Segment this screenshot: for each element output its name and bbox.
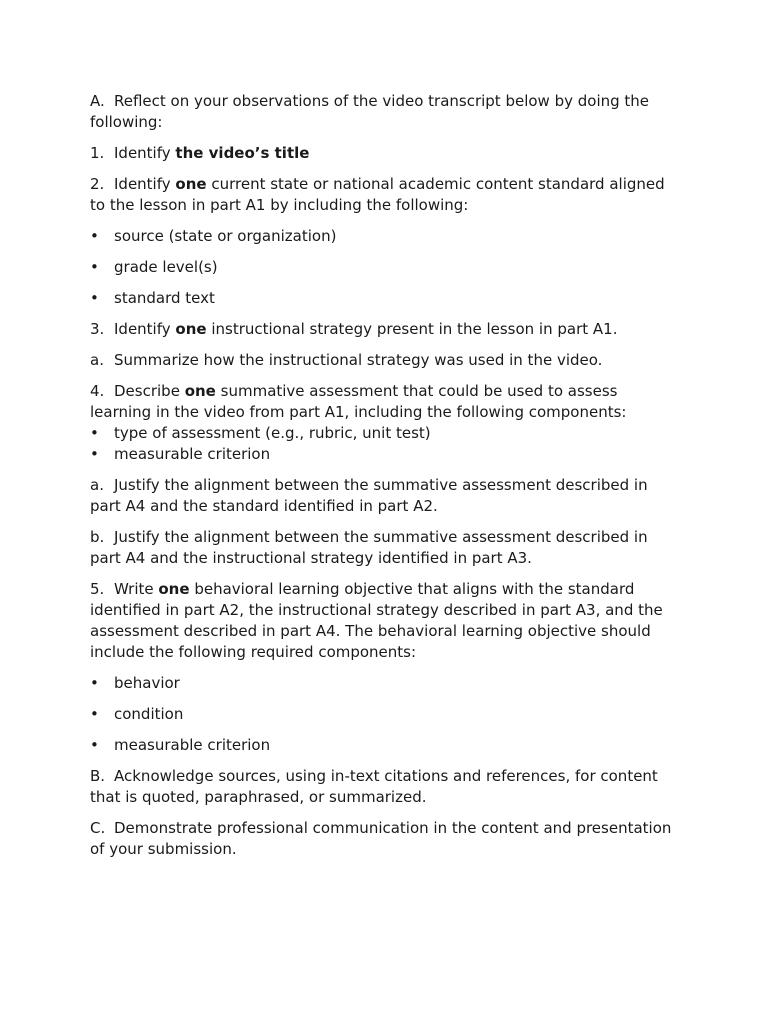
item-5-bullet <box>90 735 680 756</box>
item-4-marker: 4. <box>90 382 105 400</box>
item-4a <box>90 475 680 517</box>
bullet-glyph: • <box>90 289 99 307</box>
section-b-marker: B. <box>90 767 106 785</box>
item-1-bold: the video’s title <box>175 144 310 162</box>
item-5-post: behavioral learning objective that aligns with the standard identified in part A2, the instructional strategy described in part A3, and the assessment described in part A4. The behavioral learning objective should include the following required components: <box>90 580 663 661</box>
bullet-glyph: • <box>90 445 99 463</box>
item-3 <box>90 319 680 340</box>
item-3-bold: one <box>175 320 207 338</box>
section-b-text: Acknowledge sources, using in-text citations and references, for content that is quoted, paraphrased, or summarized. <box>90 767 658 806</box>
item-1-marker: 1. <box>90 144 105 162</box>
item-3a-text: Summarize how the instructional strategy was used in the video. <box>114 351 603 369</box>
item-2 <box>90 174 680 216</box>
item-1 <box>90 143 680 164</box>
document-body <box>90 91 680 870</box>
item-3-marker: 3. <box>90 320 105 338</box>
section-a-text: Reflect on your observations of the video transcript below by doing the following: <box>90 92 650 131</box>
item-3a <box>90 350 680 371</box>
item-5-bullet <box>90 704 680 725</box>
bullet-glyph: • <box>90 258 99 276</box>
item-3a-marker: a. <box>90 351 104 369</box>
item-4-bullet-text: measurable criterion <box>114 445 271 463</box>
item-4a-text: Justify the alignment between the summative assessment described in part A4 and the standard identified in part A2. <box>90 476 648 515</box>
item-4b <box>90 527 680 569</box>
item-4-bold: one <box>184 382 216 400</box>
item-4-bullet-text: type of assessment (e.g., rubric, unit test) <box>114 424 431 442</box>
item-2-bullet <box>90 288 680 309</box>
item-4-pre: Describe <box>114 382 185 400</box>
section-c-text: Demonstrate professional communication in the content and presentation of your submission. <box>90 819 672 858</box>
item-2-pre: Identify <box>114 175 176 193</box>
item-4b-text: Justify the alignment between the summative assessment described in part A4 and the instructional strategy identified in part A3. <box>90 528 648 567</box>
item-4a-marker: a. <box>90 476 104 494</box>
item-5-bullet <box>90 673 680 694</box>
item-2-bullet-text: grade level(s) <box>114 258 218 276</box>
section-a <box>90 91 680 133</box>
section-c-marker: C. <box>90 819 106 837</box>
item-2-post: current state or national academic content standard aligned to the lesson in part A1 by including the following: <box>90 175 665 214</box>
bullet-glyph: • <box>90 424 99 442</box>
item-2-marker: 2. <box>90 175 105 193</box>
item-4-bullet <box>90 444 680 465</box>
section-b <box>90 766 680 808</box>
item-5-marker: 5. <box>90 580 105 598</box>
section-c <box>90 818 680 860</box>
item-2-bullet <box>90 226 680 247</box>
item-5-bullet-text: condition <box>114 705 184 723</box>
item-3-post: instructional strategy present in the lesson in part A1. <box>206 320 618 338</box>
item-4b-marker: b. <box>90 528 105 546</box>
item-3-pre: Identify <box>114 320 176 338</box>
bullet-glyph: • <box>90 674 99 692</box>
section-a-marker: A. <box>90 92 105 110</box>
item-4-bullet <box>90 423 680 444</box>
bullet-glyph: • <box>90 705 99 723</box>
item-5 <box>90 579 680 663</box>
item-4 <box>90 381 680 423</box>
item-5-bold: one <box>158 580 190 598</box>
item-2-bold: one <box>175 175 207 193</box>
item-2-bullet-text: standard text <box>114 289 215 307</box>
item-5-bullet-text: behavior <box>114 674 180 692</box>
item-2-bullet-text: source (state or organization) <box>114 227 337 245</box>
item-2-bullet <box>90 257 680 278</box>
bullet-glyph: • <box>90 736 99 754</box>
item-5-pre: Write <box>114 580 159 598</box>
item-5-bullet-text: measurable criterion <box>114 736 271 754</box>
bullet-glyph: • <box>90 227 99 245</box>
item-1-pre: Identify <box>114 144 176 162</box>
item-4-post: summative assessment that could be used to assess learning in the video from part A1, including the following components: <box>90 382 627 421</box>
